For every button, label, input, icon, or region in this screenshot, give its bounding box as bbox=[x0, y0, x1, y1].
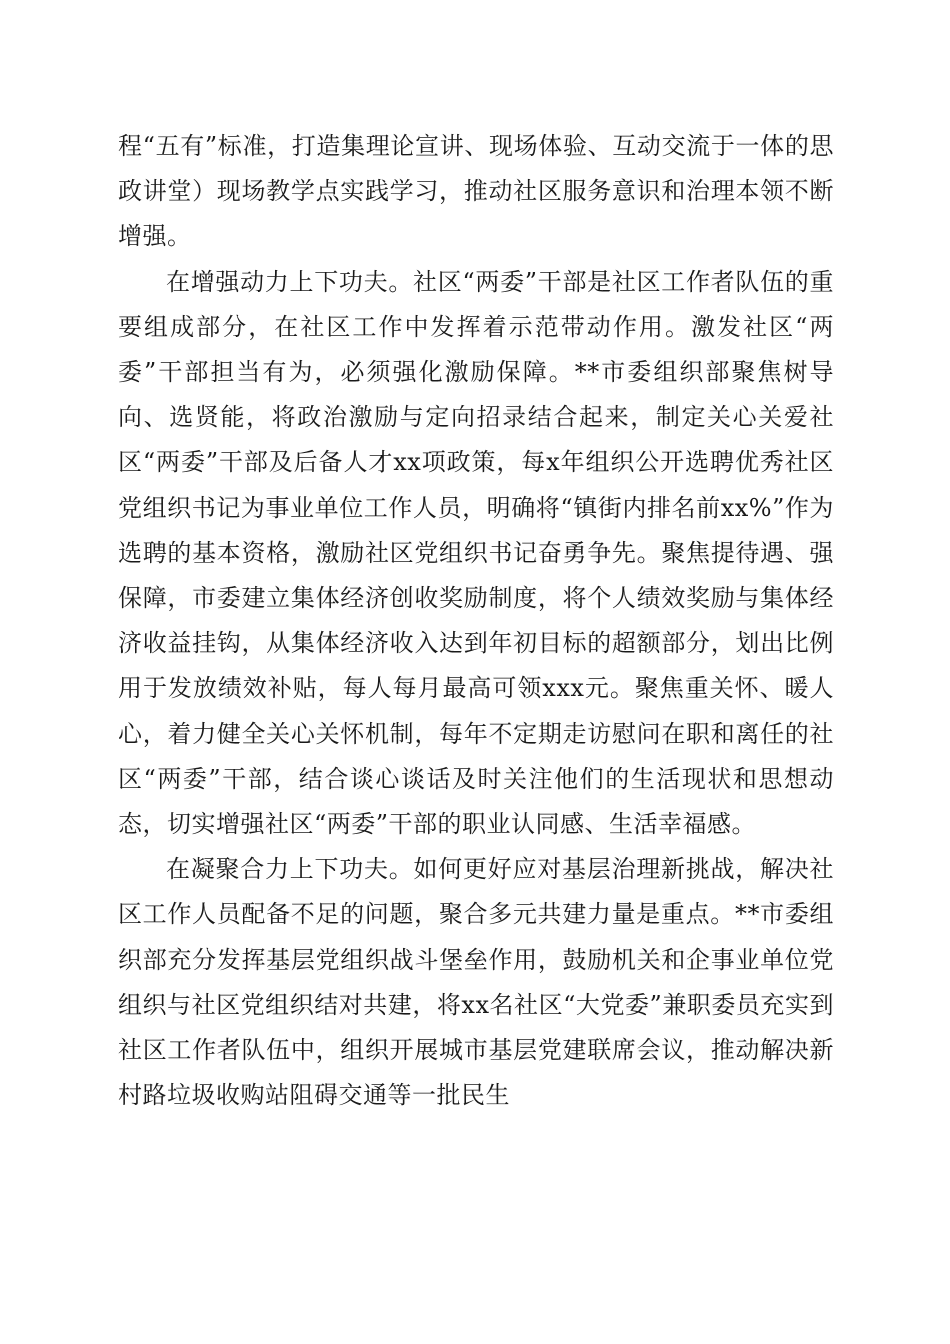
document-page bbox=[118, 124, 834, 1118]
paragraph-motivation: 在增强动力上下功夫。社区“两委”干部是社区工作者队伍的重要组成部分，在社区工作中发挥着示范带动作用。激发社区“两委”干部担当有为，必须强化激励保障。**市委组织部聚焦树导向、选贤能，将政治激励与定向招录结合起来，制定关心关爱社区“两委”干部及后备人才xx项政策，每x年组织公开选聘优秀社区党组织书记为事业单位工作人员，明确将“镇街内排名前xx%”作为选聘的基本资格，激励社区党组织书记奋勇争先。聚焦提待遇、强保障，市委建立集体经济创收奖励制度，将个人绩效奖励与集体经济收益挂钩，从集体经济收入达到年初目标的超额部分，划出比例用于发放绩效补贴，每人每月最高可领xxx元。聚焦重关怀、暖人心，着力健全关心关怀机制，每年不定期走访慰问在职和离任的社区“两委”干部，结合谈心谈话及时关注他们的生活现状和思想动态，切实增强社区“两委”干部的职业认同感、生活幸福感。 bbox=[118, 267, 834, 839]
paragraph-continuation: 程“五有”标准，打造集理论宣讲、现场体验、互动交流于一体的思政讲堂）现场教学点实践学习，推动社区服务意识和治理本领不断增强。 bbox=[118, 132, 834, 251]
paragraph-cohesion: 在凝聚合力上下功夫。如何更好应对基层治理新挑战，解决社区工作人员配备不足的问题，聚合多元共建力量是重点。**市委组织部充分发挥基层党组织战斗堡垒作用，鼓励机关和企事业单位党组织与社区党组织结对共建，将xx名社区“大党委”兼职委员充实到社区工作者队伍中，组织开展城市基层党建联席会议，推动解决新村路垃圾收购站阻碍交通等一批民生 bbox=[118, 855, 834, 1110]
